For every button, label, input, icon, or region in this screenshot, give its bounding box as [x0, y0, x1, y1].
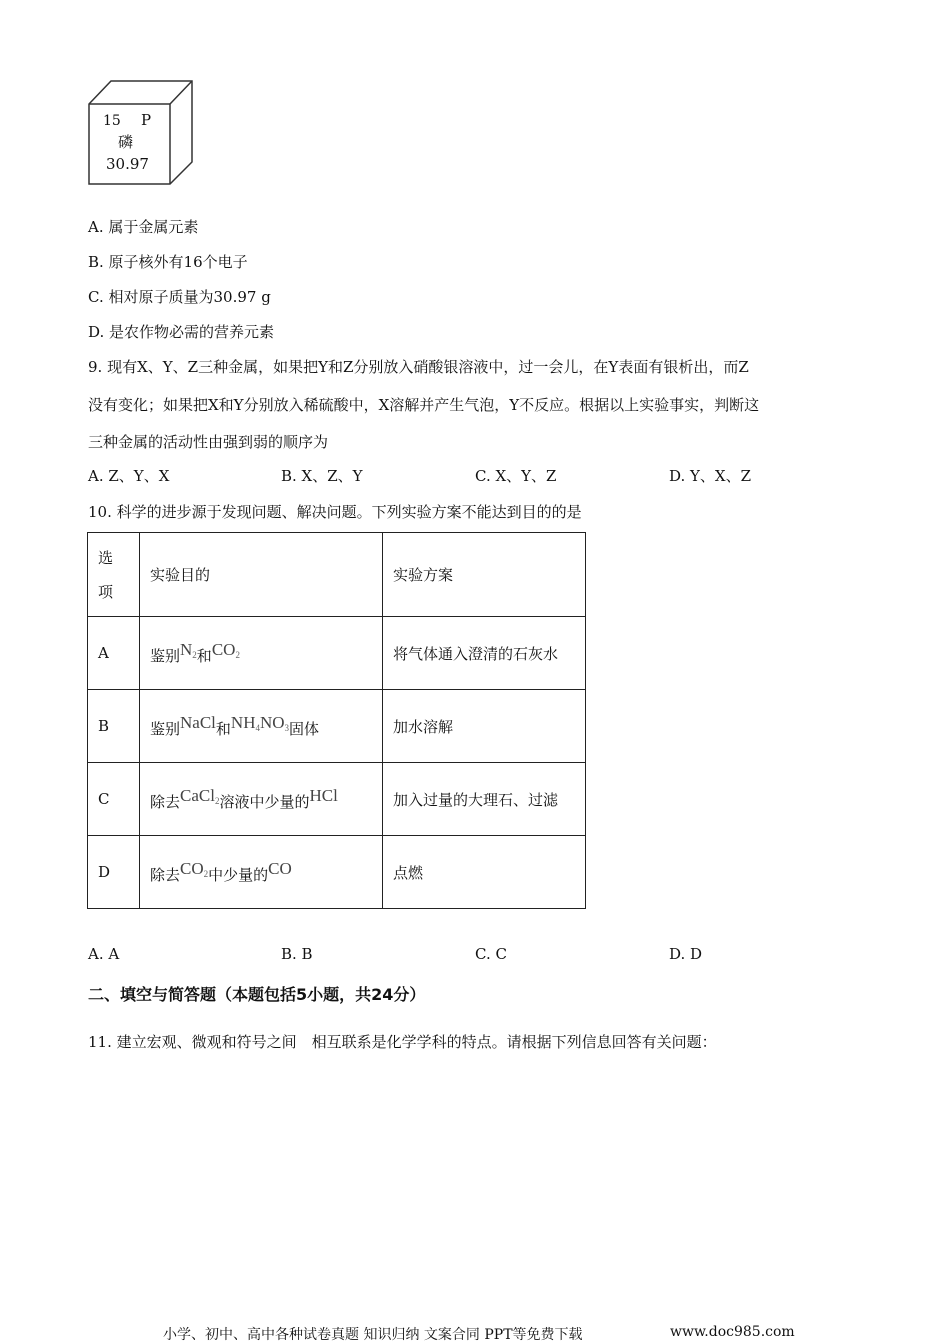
purpose-text: 溶液中少量的 — [219, 793, 310, 811]
purpose-text: 和 — [215, 720, 231, 738]
formula — [180, 786, 219, 805]
q8-option-d: D. 是农作物必需的营养元素 — [88, 323, 275, 341]
formula — [268, 859, 292, 878]
q10-stem: 10. 科学的进步源于发现问题、解决问题。下列实验方案不能达到目的的是 — [88, 503, 582, 521]
formula — [180, 713, 216, 732]
formula-main: NH — [230, 713, 256, 732]
table-row — [88, 763, 586, 836]
formula — [231, 713, 289, 732]
q10-option-b: B. B — [281, 945, 313, 963]
q11-stem: 11. 建立宏观、微观和符号之间 相互联系是化学学科的特点。请根据下列信息回答有关问题： — [88, 1033, 717, 1051]
q9-stem-line2: 没有变化；如果把X和Y分别放入稀硫酸中，X溶解并产生气泡，Y不反应。根据以上实验事实，判断这 — [88, 396, 760, 414]
section-title: 二、填空与简答题（本题包括5小题，共24分） — [88, 985, 426, 1004]
q10-option-a: A. A — [88, 945, 120, 963]
row-plan: 将气体通入澄清的石灰水 — [383, 617, 586, 690]
table-row — [88, 617, 586, 690]
formula-main: NaCl — [180, 713, 216, 732]
formula — [212, 640, 240, 659]
formula-main: HCl — [309, 786, 338, 805]
q9-option-c: C. X、Y、Z — [475, 467, 557, 485]
purpose-text: 和 — [196, 647, 212, 665]
formula-sub: 4 — [255, 723, 260, 733]
formula-main: CO — [211, 640, 236, 659]
row-purpose — [140, 690, 383, 763]
header-option-char1: 选 — [98, 548, 114, 567]
element-name: 磷 — [118, 133, 134, 151]
q9-stem-line1: 9. 现有X、Y、Z三种金属，如果把Y和Z分别放入硝酸银溶液中，过一会儿，在Y表面有银析出，而Z — [88, 358, 749, 376]
table-header-row — [88, 533, 586, 617]
q8-option-b: B. 原子核外有16个电子 — [88, 253, 248, 271]
row-purpose — [140, 836, 383, 909]
purpose-text: 除去 — [150, 793, 181, 811]
formula-sub: 2 — [192, 650, 197, 660]
element-symbol: P — [141, 111, 152, 129]
q9-option-b: B. X、Z、Y — [281, 467, 363, 485]
row-key: C — [88, 763, 140, 836]
element-mass: 30.97 — [106, 155, 149, 173]
row-plan: 加入过量的大理石、过滤 — [383, 763, 586, 836]
row-purpose — [140, 617, 383, 690]
header-purpose: 实验目的 — [140, 533, 383, 617]
formula — [180, 859, 208, 878]
header-plan: 实验方案 — [383, 533, 586, 617]
row-key: D — [88, 836, 140, 909]
q10-option-c: C. C — [475, 945, 507, 963]
row-key: A — [88, 617, 140, 690]
formula-sub: 2 — [235, 650, 240, 660]
row-purpose — [140, 763, 383, 836]
purpose-text: 除去 — [150, 866, 181, 884]
q9-stem-line3: 三种金属的活动性由强到弱的顺序为 — [88, 433, 329, 451]
footer-url[interactable]: www.doc985.com — [670, 1324, 795, 1340]
formula-sub: 2 — [203, 869, 209, 879]
formula-main: CO — [180, 859, 204, 878]
formula-main: CaCl — [180, 786, 215, 805]
experiment-table — [87, 532, 586, 909]
row-plan: 加水溶解 — [383, 690, 586, 763]
formula — [309, 786, 337, 805]
purpose-text: 中少量的 — [208, 866, 269, 884]
q10-option-d: D. D — [669, 945, 703, 963]
purpose-text: 鉴别 — [150, 647, 181, 665]
formula — [180, 640, 197, 659]
header-option — [88, 533, 140, 617]
formula-main: CO — [268, 859, 292, 878]
element-number: 15 — [103, 113, 121, 129]
table-row — [88, 836, 586, 909]
element-card — [86, 78, 196, 186]
header-option-char2: 项 — [98, 582, 114, 601]
row-key: B — [88, 690, 140, 763]
purpose-text: 鉴别 — [150, 720, 181, 738]
purpose-text: 固体 — [289, 720, 320, 738]
formula-main: NO — [259, 713, 285, 732]
footer-text: 小学、初中、高中各种试卷真题 知识归纳 文案合同 PPT等免费下载 — [163, 1327, 583, 1343]
formula-main: N — [180, 640, 193, 659]
q8-option-c: C. 相对原子质量为30.97 g — [88, 288, 271, 306]
formula-sub: 2 — [214, 796, 220, 806]
q9-option-d: D. Y、X、Z — [669, 467, 752, 485]
q8-option-a: A. 属于金属元素 — [88, 218, 199, 236]
q9-option-a: A. Z、Y、X — [88, 467, 170, 485]
formula-sub: 3 — [284, 723, 290, 733]
table-row — [88, 690, 586, 763]
row-plan: 点燃 — [383, 836, 586, 909]
